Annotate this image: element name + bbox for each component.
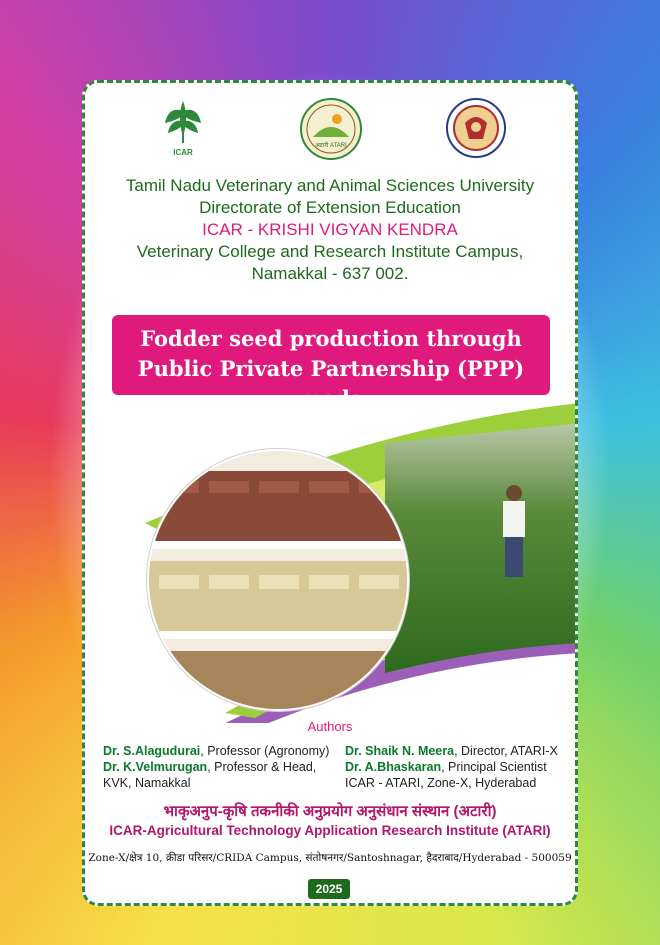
- title-line-1: Fodder seed production through: [140, 326, 522, 351]
- year-badge: 2025: [308, 879, 350, 899]
- seed-shelf-photo: [147, 449, 409, 711]
- authors-right: [345, 743, 558, 791]
- campus-location: Namakkal - 637 002.: [251, 264, 409, 283]
- publisher-english: ICAR-Agricultural Technology Application Research Institute (ATARI): [109, 823, 551, 838]
- logo-row: [85, 97, 575, 167]
- title-line-2: Public Private Partnership (PPP) mode: [137, 356, 525, 411]
- author-affiliation: KVK, Namakkal: [103, 776, 191, 790]
- author-entry: Dr. Shaik N. Meera, Director, ATARI-X: [345, 744, 558, 758]
- icar-logo-text: ICAR: [173, 148, 193, 157]
- authors-left: [103, 743, 329, 791]
- farmer-figure: [503, 501, 525, 537]
- author-entry: Dr. S.Alagudurai, Professor (Agronomy): [103, 744, 330, 758]
- publisher-hindi: भाकृअनुप-कृषि तकनीकी अनुप्रयोग अनुसंधान संस्थान (अटारी): [163, 803, 497, 820]
- icar-logo: [155, 97, 211, 161]
- authors-heading: Authors: [307, 719, 353, 734]
- university-name: Tamil Nadu Veterinary and Animal Sciences University: [125, 176, 535, 195]
- institution-block: [85, 175, 575, 285]
- directorate-name: Directorate of Extension Education: [199, 198, 461, 217]
- title-banner: [112, 315, 550, 411]
- publisher-address: Zone-X/क्षेत्र 10, क्रीडा परिसर/CRIDA Campus, संतोषनगर/Santoshnagar, हैदराबाद/Hyderabad - 500059: [88, 852, 572, 864]
- kvk-name: ICAR - KRISHI VIGYAN KENDRA: [202, 220, 458, 239]
- author-entry: Dr. K.Velmurugan, Professor & Head,: [103, 760, 317, 774]
- author-affiliation: ICAR - ATARI, Zone-X, Hyderabad: [345, 776, 537, 790]
- atari-logo: [299, 97, 363, 161]
- campus-name: Veterinary College and Research Institute Campus,: [136, 242, 524, 261]
- tanuvas-logo: [445, 97, 507, 159]
- author-entry: Dr. A.Bhaskaran, Principal Scientist: [345, 760, 547, 774]
- atari-logo-text: अटारी ATARI: [315, 143, 347, 149]
- cover-card: [82, 80, 578, 906]
